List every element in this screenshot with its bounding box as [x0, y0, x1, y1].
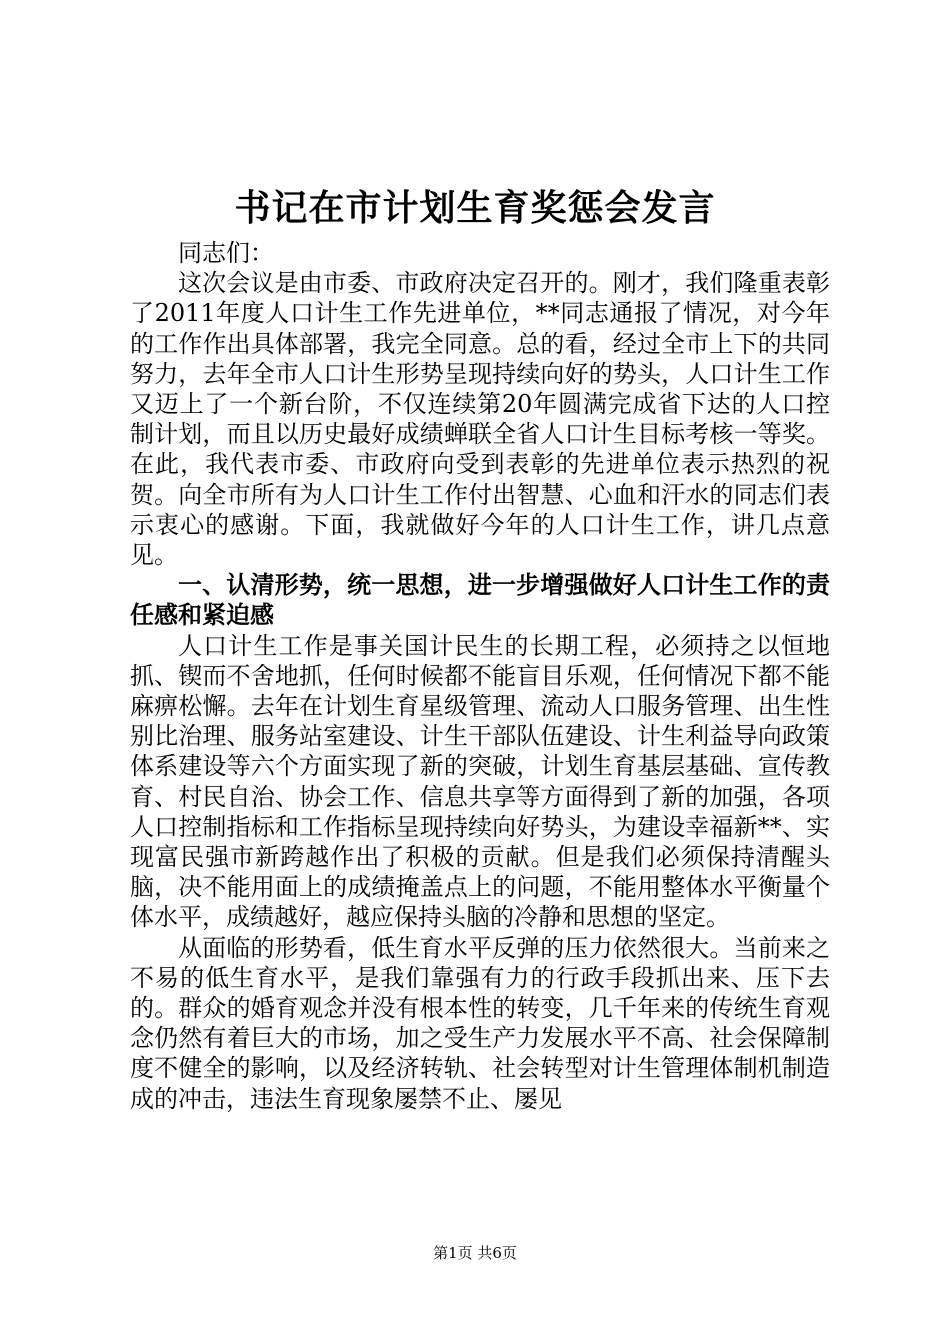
- page-footer: 第1页 共6页: [433, 1244, 517, 1262]
- paragraph: 这次会议是由市委、市政府决定召开的。刚才，我们隆重表彰了2011年度人口计生工作先进单位，**同志通报了情况，对今年的工作作出具体部署，我完全同意。总的看，经过全市上下的共同努力，去年全市人口计生形势呈现持续向好的势头，人口计生工作又迈上了一个新台阶，不仅连续第20年圆满完成省下达的人口控制计划，而且以历史最好成绩蝉联全省人口计生目标考核一等奖。在此，我代表市委、市政府向受到表彰的先进单位表示热烈的祝贺。向全市所有为人口计生工作付出智慧、心血和汗水的同志们表示衷心的感谢。下面，我就做好今年的人口计生工作，讲几点意见。: [130, 269, 830, 570]
- paragraph: 从面临的形势看，低生育水平反弹的压力依然很大。当前来之不易的低生育水平，是我们靠强有力的行政手段抓出来、压下去的。群众的婚育观念并没有根本性的转变，几千年来的传统生育观念仍然有着巨大的市场，加之受生产力发展水平不高、社会保障制度不健全的影响，以及经济转轨、社会转型对计生管理体制机制造成的冲击，违法生育现象屡禁不止、屡见: [130, 933, 830, 1113]
- section-heading: 一、认清形势，统一思想，进一步增强做好人口计生工作的责任感和紧迫感: [130, 571, 830, 630]
- document-title: 书记在市计划生育奖惩会发言: [234, 187, 716, 229]
- salutation: 同志们：: [178, 239, 274, 267]
- paragraph: 人口计生工作是事关国计民生的长期工程，必须持之以恒地抓、锲而不舍地抓，任何时候都不能盲目乐观，任何情况下都不能麻痹松懈。去年在计划生育星级管理、流动人口服务管理、出生性别比治理、服务站室建设、计生干部队伍建设、计生利益导向政策体系建设等六个方面实现了新的突破，计划生育基层基础、宣传教育、村民自治、协会工作、信息共享等方面得到了新的加强，各项人口控制指标和工作指标呈现持续向好势头，为建设幸福新**、实现富民强市新跨越作出了积极的贡献。但是我们必须保持清醒头脑，决不能用面上的成绩掩盖点上的问题，不能用整体水平衡量个体水平，成绩越好，越应保持头脑的冷静和思想的坚定。: [130, 631, 830, 932]
- document-body: [130, 238, 830, 1114]
